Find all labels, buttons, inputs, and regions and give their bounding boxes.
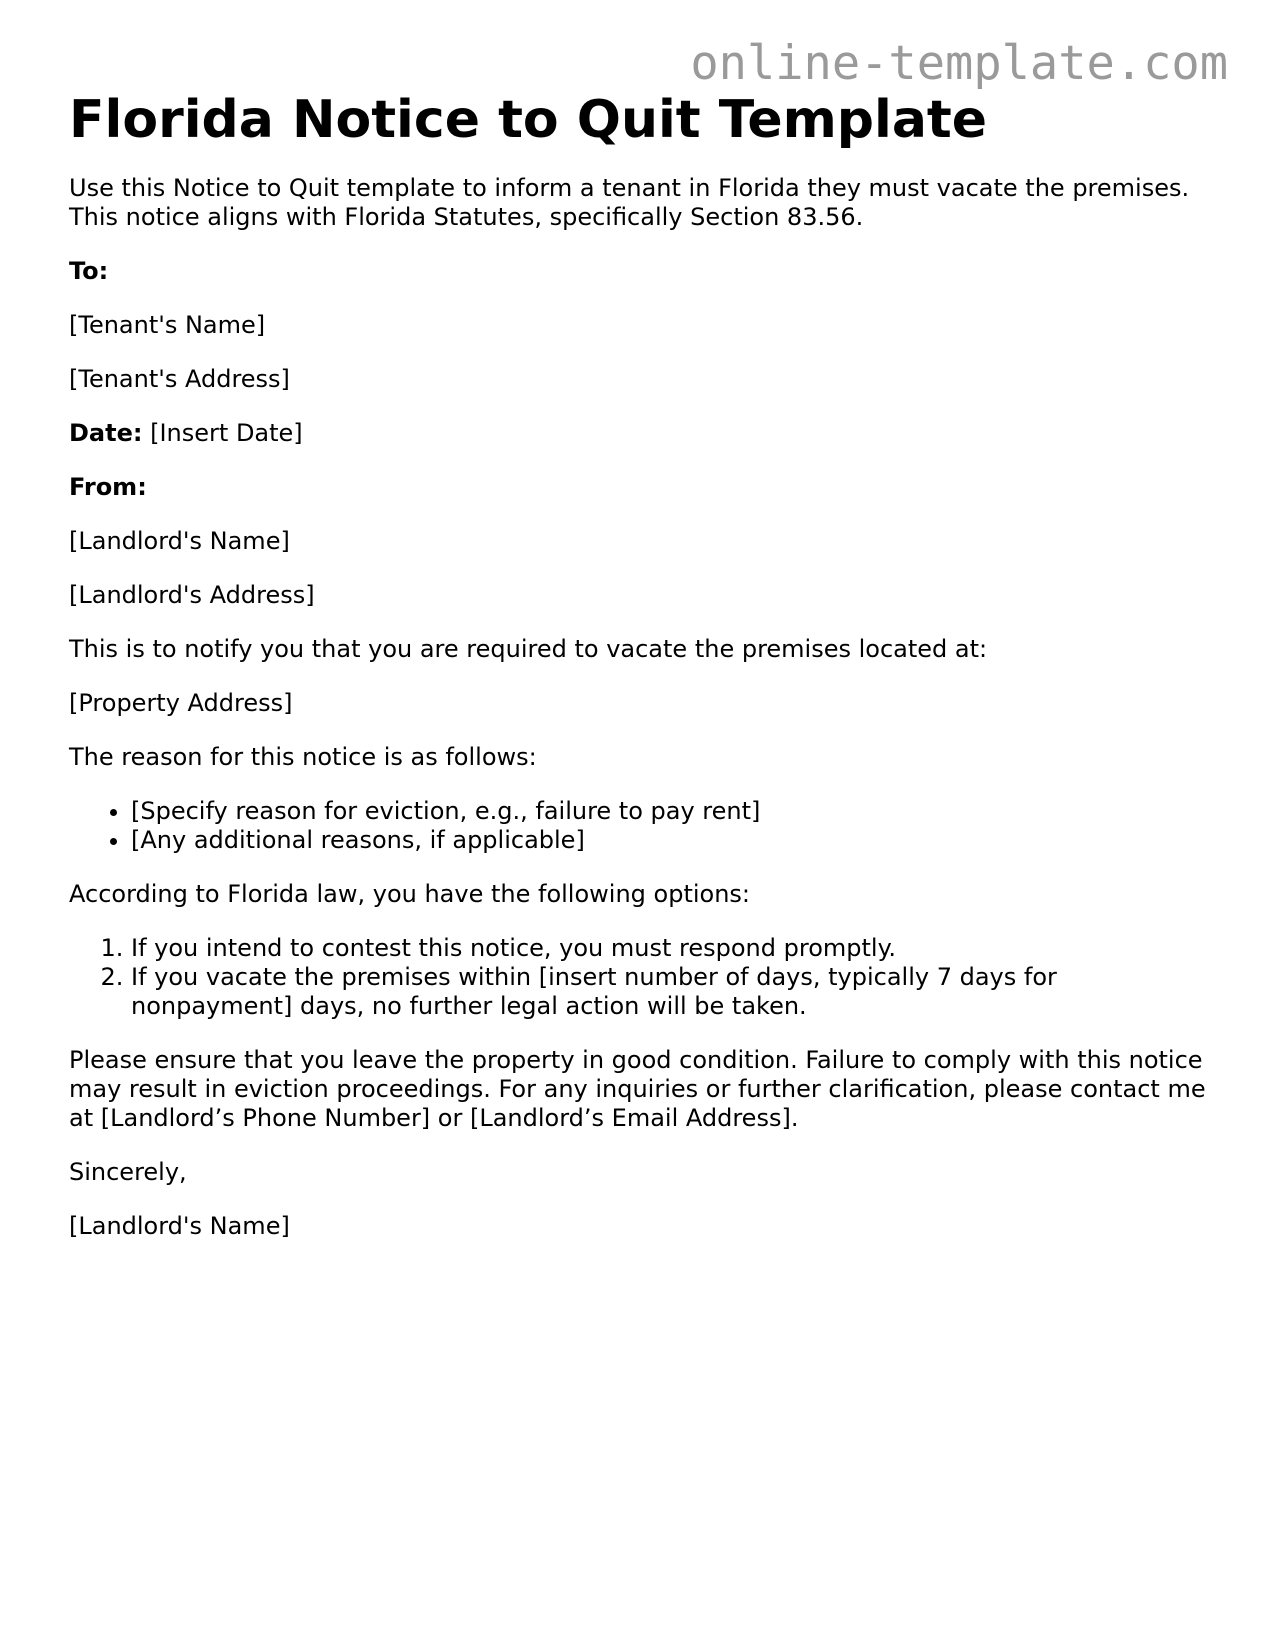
notify-text: This is to notify you that you are required to vacate the premises located at: [69, 635, 988, 663]
list-item: • [Any additional reasons, if applicable] [131, 826, 1209, 855]
watermark: online-template.com [690, 36, 1228, 91]
to-label: To: [69, 257, 109, 285]
closing-paragraph: Please ensure that you leave the property in good condition. Failure to comply with this notice may result in eviction proceedings. For any inquiries or further clarification, please contact me at [Landlord’s Phone Number] or [Landlord’s Email Address]. [69, 1046, 1206, 1132]
date-value: [Insert Date] [150, 419, 303, 447]
document-body [69, 88, 1209, 1241]
tenant-address: [Tenant's Address] [69, 365, 290, 393]
options-list [69, 934, 1209, 1021]
date-line [69, 419, 1209, 448]
property-address: [Property Address] [69, 689, 293, 717]
list-item: • [Specify reason for eviction, e.g., failure to pay rent] [131, 797, 1209, 826]
from-line [69, 473, 1209, 502]
signature-name: [Landlord's Name] [69, 1212, 290, 1240]
from-label: From: [69, 473, 147, 501]
options-intro: According to Florida law, you have the following options: [69, 880, 750, 908]
to-line [69, 257, 1209, 286]
list-item: 1. If you intend to contest this notice, you must respond promptly. [131, 934, 1209, 963]
landlord-address: [Landlord's Address] [69, 581, 315, 609]
tenant-name: [Tenant's Name] [69, 311, 266, 339]
document-title: Florida Notice to Quit Template [69, 90, 988, 150]
date-label: Date: [69, 419, 143, 447]
reason-intro: The reason for this notice is as follows: [69, 743, 537, 771]
intro-paragraph: Use this Notice to Quit template to inform a tenant in Florida they must vacate the premises. This notice aligns with Florida Statutes, specifically Section 83.56. [69, 174, 1190, 231]
reasons-list [69, 797, 1209, 855]
sign-off: Sincerely, [69, 1158, 187, 1186]
list-item: 2. If you vacate the premises within [insert number of days, typically 7 days for nonpayment] days, no further legal action will be taken. [131, 963, 1209, 1021]
landlord-name: [Landlord's Name] [69, 527, 290, 555]
